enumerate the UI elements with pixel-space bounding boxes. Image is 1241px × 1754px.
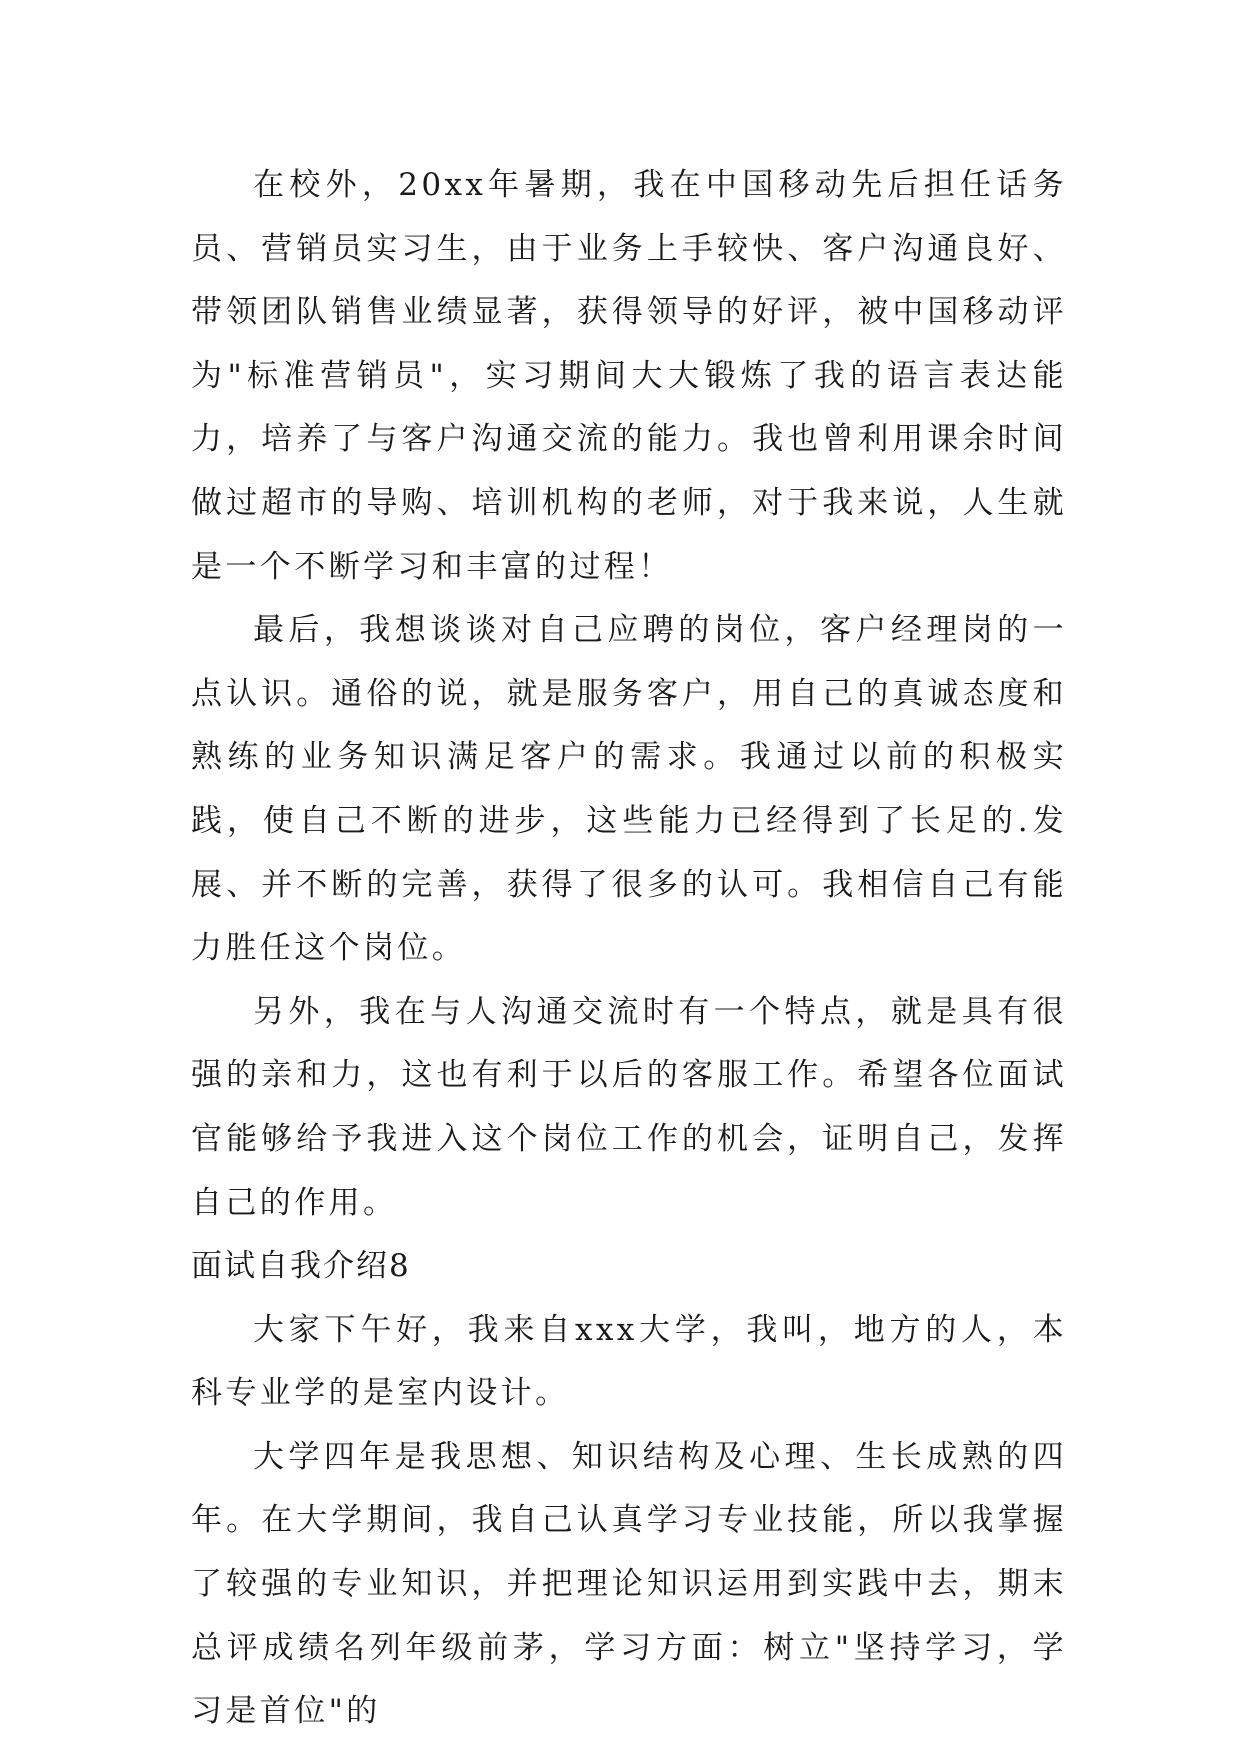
paragraph-personality: 另外，我在与人沟通交流时有一个特点，就是具有很强的亲和力，这也有利于以后的客服工作。希望各位面试官能够给予我进入这个岗位工作的机会，证明自己，发挥自己的作用。 <box>191 993 1067 1221</box>
paragraph-internship: 在校外，20xx年暑期，我在中国移动先后担任话务员、营销员实习生，由于业务上手较快、客户沟通良好、带领团队销售业绩显著，获得领导的好评，被中国移动评为"标准营销员"，实习期间大大锻炼了我的语言表达能力，培养了与客户沟通交流的能力。我也曾利用课余时间做过超市的导购、培训机构的老师，对于我来说，人生就是一个不断学习和丰富的过程！ <box>191 167 1067 585</box>
section-heading: 面试自我介绍8 <box>191 1248 411 1285</box>
document-body <box>191 154 1067 1744</box>
paragraph-position-understanding: 最后，我想谈谈对自己应聘的岗位，客户经理岗的一点认识。通俗的说，就是服务客户，用自己的真诚态度和熟练的业务知识满足客户的需求。我通过以前的积极实践，使自己不断的进步，这些能力已经得到了长足的.发展、并不断的完善，获得了很多的认可。我相信自己有能力胜任这个岗位。 <box>191 612 1067 967</box>
paragraph-university: 大学四年是我思想、知识结构及心理、生长成熟的四年。在大学期间，我自己认真学习专业技能，所以我掌握了较强的专业知识，并把理论知识运用到实践中去，期末总评成绩名列年级前茅，学习方面：树立"坚持学习，学习是首位"的 <box>191 1438 1067 1730</box>
paragraph-greeting: 大家下午好，我来自xxx大学，我叫，地方的人，本科专业学的是室内设计。 <box>191 1311 1067 1412</box>
